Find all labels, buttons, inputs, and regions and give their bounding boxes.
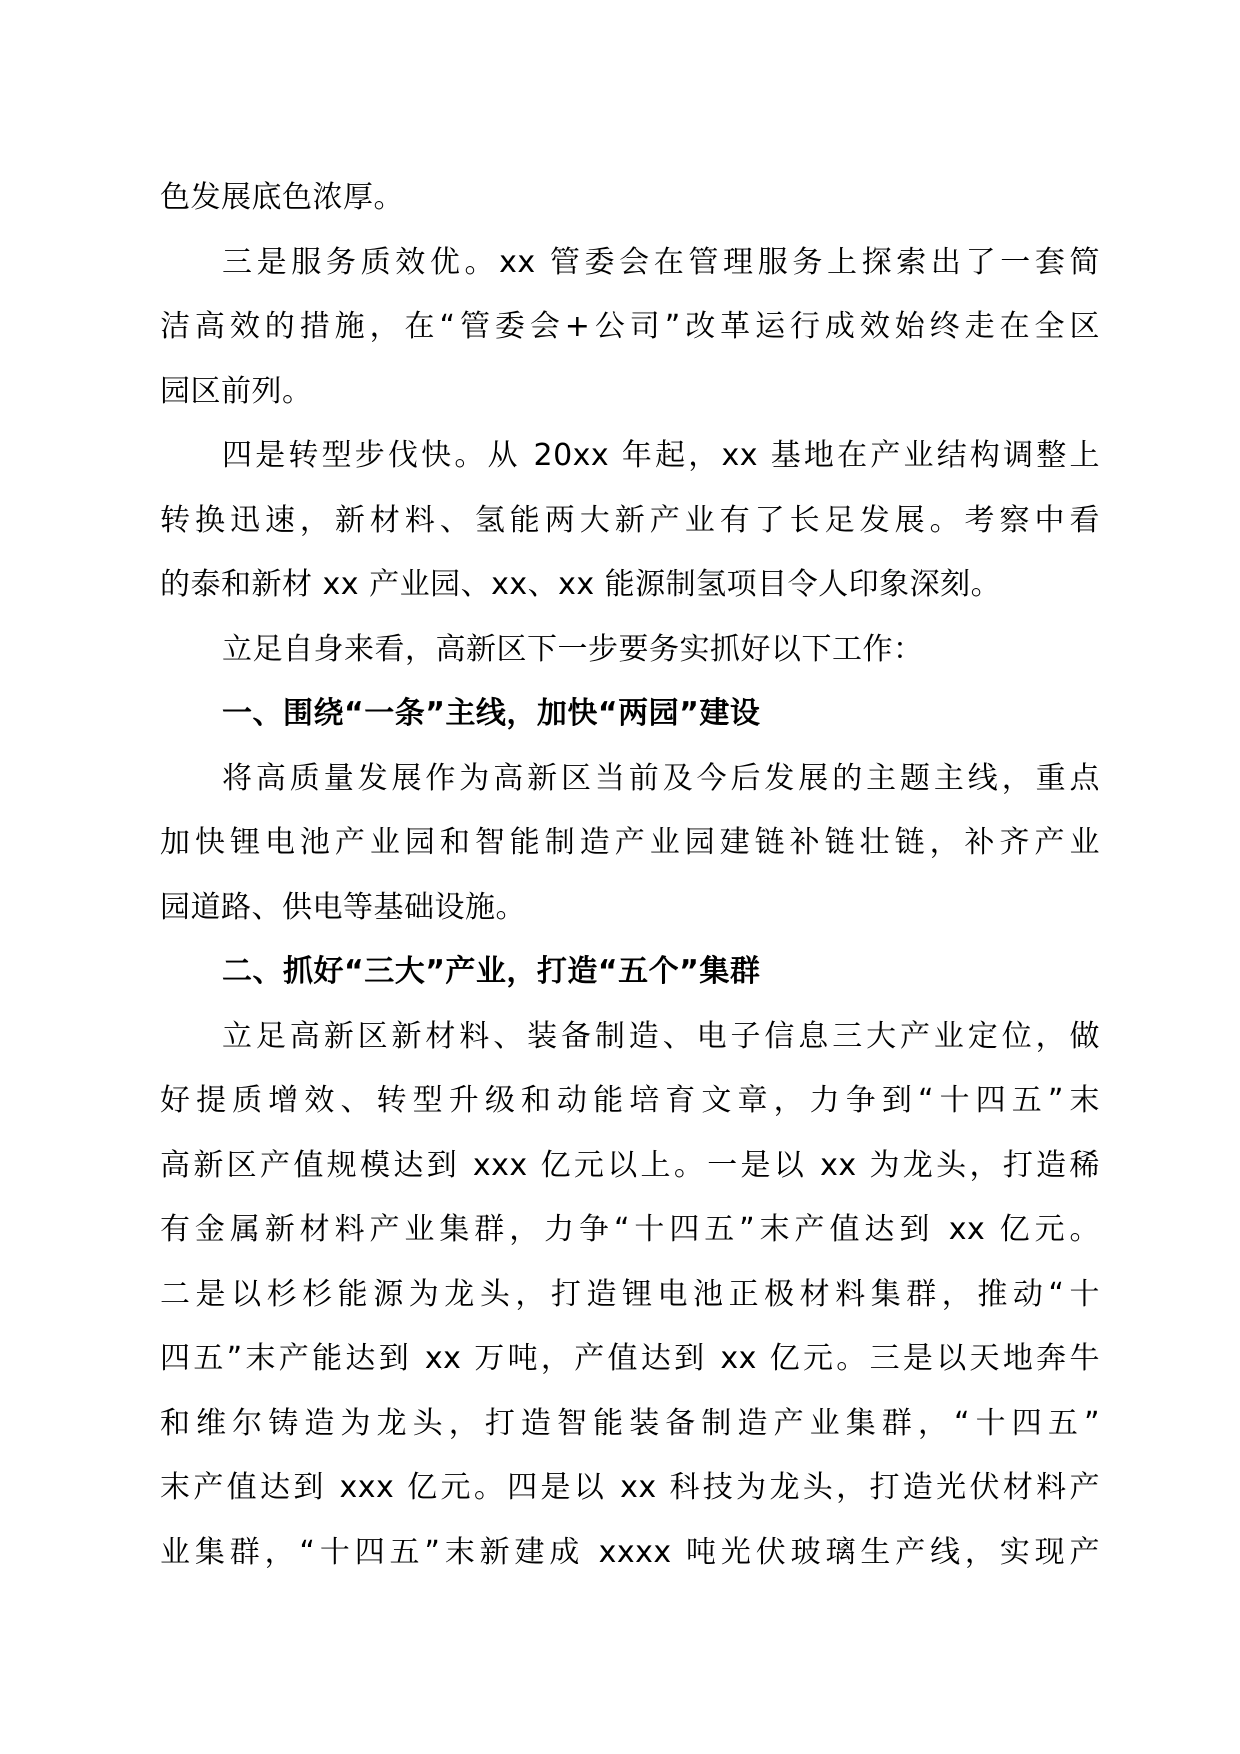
section-heading: 二、抓好“三大”产业，打造“五个”集群 <box>222 954 761 989</box>
paragraph-line: 二是以杉杉能源为龙头，打造锂电池正极材料集群，推动“十 <box>160 1276 1100 1312</box>
paragraph-line: 三是服务质效优。xx 管委会在管理服务上探索出了一套简 <box>222 244 1100 280</box>
paragraph-line: 园区前列。 <box>160 373 313 409</box>
paragraph-line: 将高质量发展作为高新区当前及今后发展的主题主线，重点 <box>222 760 1100 796</box>
paragraph-line: 的泰和新材 xx 产业园、xx、xx 能源制氢项目令人印象深刻。 <box>160 567 1002 602</box>
paragraph-line: 好提质增效、转型升级和动能培育文章，力争到“十四五”末 <box>160 1083 1100 1118</box>
paragraph-line: 洁高效的措施，在“管委会+公司”改革运行成效始终走在全区 <box>160 309 1100 344</box>
paragraph-line: 立足自身来看，高新区下一步要务实抓好以下工作： <box>222 631 924 667</box>
paragraph-line: 高新区产值规模达到 xxx 亿元以上。一是以 xx 为龙头，打造稀 <box>160 1147 1100 1183</box>
paragraph-line: 四是转型步伐快。从 20xx 年起，xx 基地在产业结构调整上 <box>222 438 1100 473</box>
paragraph-line: 末产值达到 xxx 亿元。四是以 xx 科技为龙头，打造光伏材料产 <box>160 1470 1100 1505</box>
paragraph-line: 四五”末产能达到 xx 万吨，产值达到 xx 亿元。三是以天地奔牛 <box>160 1341 1100 1376</box>
paragraph-line: 园道路、供电等基础设施。 <box>160 889 526 925</box>
paragraph-line: 色发展底色浓厚。 <box>160 180 404 215</box>
paragraph-line: 和维尔铸造为龙头，打造智能装备制造产业集群，“十四五” <box>160 1405 1100 1441</box>
paragraph-line: 立足高新区新材料、装备制造、电子信息三大产业定位，做 <box>222 1018 1100 1054</box>
paragraph-line: 加快锂电池产业园和智能制造产业园建链补链壮链，补齐产业 <box>160 825 1100 860</box>
document-body <box>160 166 1100 1585</box>
paragraph-line: 业集群，“十四五”末新建成 xxxx 吨光伏玻璃生产线，实现产 <box>160 1534 1100 1570</box>
section-heading: 一、围绕“一条”主线，加快“两园”建设 <box>222 696 761 731</box>
paragraph-line: 转换迅速，新材料、氢能两大新产业有了长足发展。考察中看 <box>160 502 1100 538</box>
paragraph-line: 有金属新材料产业集群，力争“十四五”末产值达到 xx 亿元。 <box>160 1212 1100 1247</box>
